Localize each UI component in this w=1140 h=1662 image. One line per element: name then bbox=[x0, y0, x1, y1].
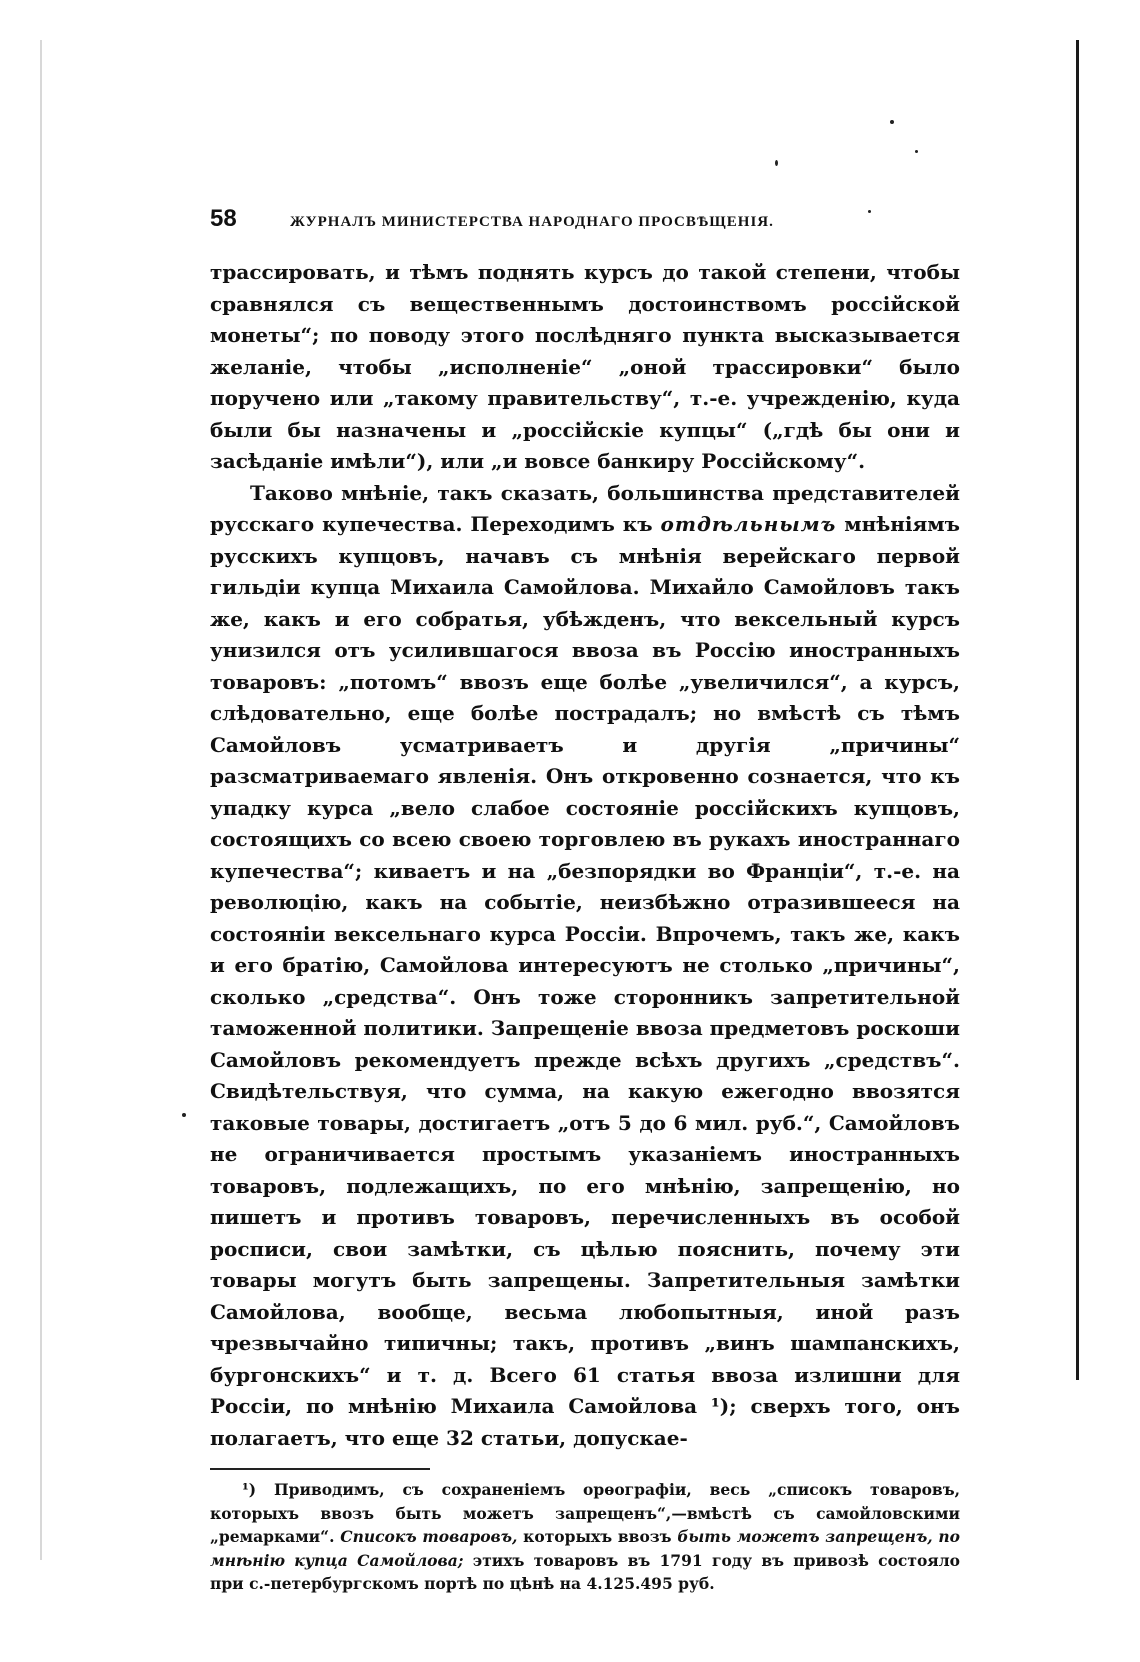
footnote-text: Приводимъ, съ сохраненіемъ орѳографіи, весь „списокъ товаровъ, которыхъ ввозъ быть можетъ запрещенъ“,—вмѣстѣ съ самойловскими „ремарками“. bbox=[210, 1480, 960, 1546]
running-title: ЖУРНАЛЪ МИНИСТЕРСТВА НАРОДНАГО ПРОСВѢЩЕНІЯ. bbox=[290, 214, 774, 230]
document-page bbox=[210, 205, 960, 1596]
paragraph-text: мнѣніямъ русскихъ купцовъ, начавъ съ мнѣнія верейскаго первой гильдіи купца Михаила Самойлова. Михайло Самойловъ такъ же, какъ и его собратья, убѣжденъ, что вексельный курсъ унизился отъ усилившагося ввоза въ Россію иностранныхъ товаровъ: „потомъ“ ввозъ еще болѣе „увеличился“, а курсъ, слѣдовательно, еще болѣе пострадалъ; но вмѣстѣ съ тѣмъ Самойловъ усматриваетъ и другія „причины“ разсматриваемаго явленія. Онъ откровенно сознается, что къ упадку курса „вело слабое состояніе россійскихъ купцовъ, состоящихъ со всею своею торговлею въ рукахъ иностраннаго купечества“; киваетъ и на „безпорядки во Франціи“, т.-е. на революцію, какъ на событіе, неизбѣжно отразившееся на состояніи вексельнаго курса Россіи. Впрочемъ, такъ же, какъ и его братію, Самойлова интересуютъ не столько „причины“, сколько „средства“. Онъ тоже сторонникъ запретительной таможенной политики. Запрещеніе ввоза предметовъ роскоши Самойловъ рекомендуетъ прежде всѣхъ другихъ „средствъ“. Свидѣтельствуя, что сумма, на какую ежегодно ввозятся таковые товары, достигаетъ „отъ 5 до 6 мил. руб.“, Самойловъ не ограничивается простымъ указаніемъ иностранныхъ товаровъ, подлежащихъ, по его мнѣнію, запрещенію, но пишетъ и противъ товаровъ, перечисленныхъ въ особой росписи, свои замѣтки, съ цѣлью пояснить, почему эти товары могутъ быть запрещены. Запретительныя замѣтки Самойлова, вообще, весьма любопытныя, иной разъ чрезвычайно типичны; такъ, противъ „винъ шампанскихъ, бургонскихъ“ и т. д. Всего 61 статья ввоза излишни для Россіи, по мнѣнію Михаила Самойлова ¹); сверхъ того, онъ полагаетъ, что еще 32 статьи, допускае- bbox=[210, 512, 960, 1450]
scan-speck bbox=[890, 120, 894, 124]
scan-speck bbox=[182, 1113, 186, 1117]
paragraph-main bbox=[210, 478, 960, 1455]
scan-speck bbox=[775, 160, 778, 166]
footnote-text: этихъ товаровъ въ 1791 году въ привозѣ состояло при с.-петербургскомъ портѣ по цѣнѣ на 4.125.495 руб. bbox=[210, 1550, 961, 1593]
scan-edge-right bbox=[1076, 40, 1079, 1380]
footnote-italic: Списокъ товаровъ, bbox=[340, 1527, 518, 1546]
page-header bbox=[210, 205, 960, 239]
scan-shadow-left bbox=[40, 40, 42, 1560]
paragraph-text: Таково мнѣніе, такъ сказать, большинства представителей русскаго купечества. Переходимъ къ bbox=[210, 480, 960, 536]
footnote-text: которыхъ ввозъ bbox=[517, 1527, 678, 1546]
page-number: 58 bbox=[210, 205, 237, 232]
footnote bbox=[210, 1478, 960, 1596]
paragraph-continued: трассировать, и тѣмъ поднять курсъ до такой степени, чтобы сравнялся съ вещественнымъ достоинствомъ россійской монеты“; по поводу этого послѣдняго пункта высказывается желаніе, чтобы „исполненіе“ „оной трассировки“ было поручено или „такому правительству“, т.-е. учрежденію, куда были бы назначены и „россійскіе купцы“ („гдѣ бы они и засѣданіе имѣли“), или „и вовсе банкиру Россійскому“. bbox=[210, 260, 960, 473]
footnote-marker: ¹) bbox=[242, 1480, 257, 1499]
emphasis-text: отдѣльнымъ bbox=[660, 512, 837, 536]
footnote-divider bbox=[210, 1468, 430, 1470]
scan-speck bbox=[915, 150, 918, 153]
footnote-italic: быть можетъ запрещенъ, по мнѣнію купца Самойлова; bbox=[210, 1527, 960, 1570]
